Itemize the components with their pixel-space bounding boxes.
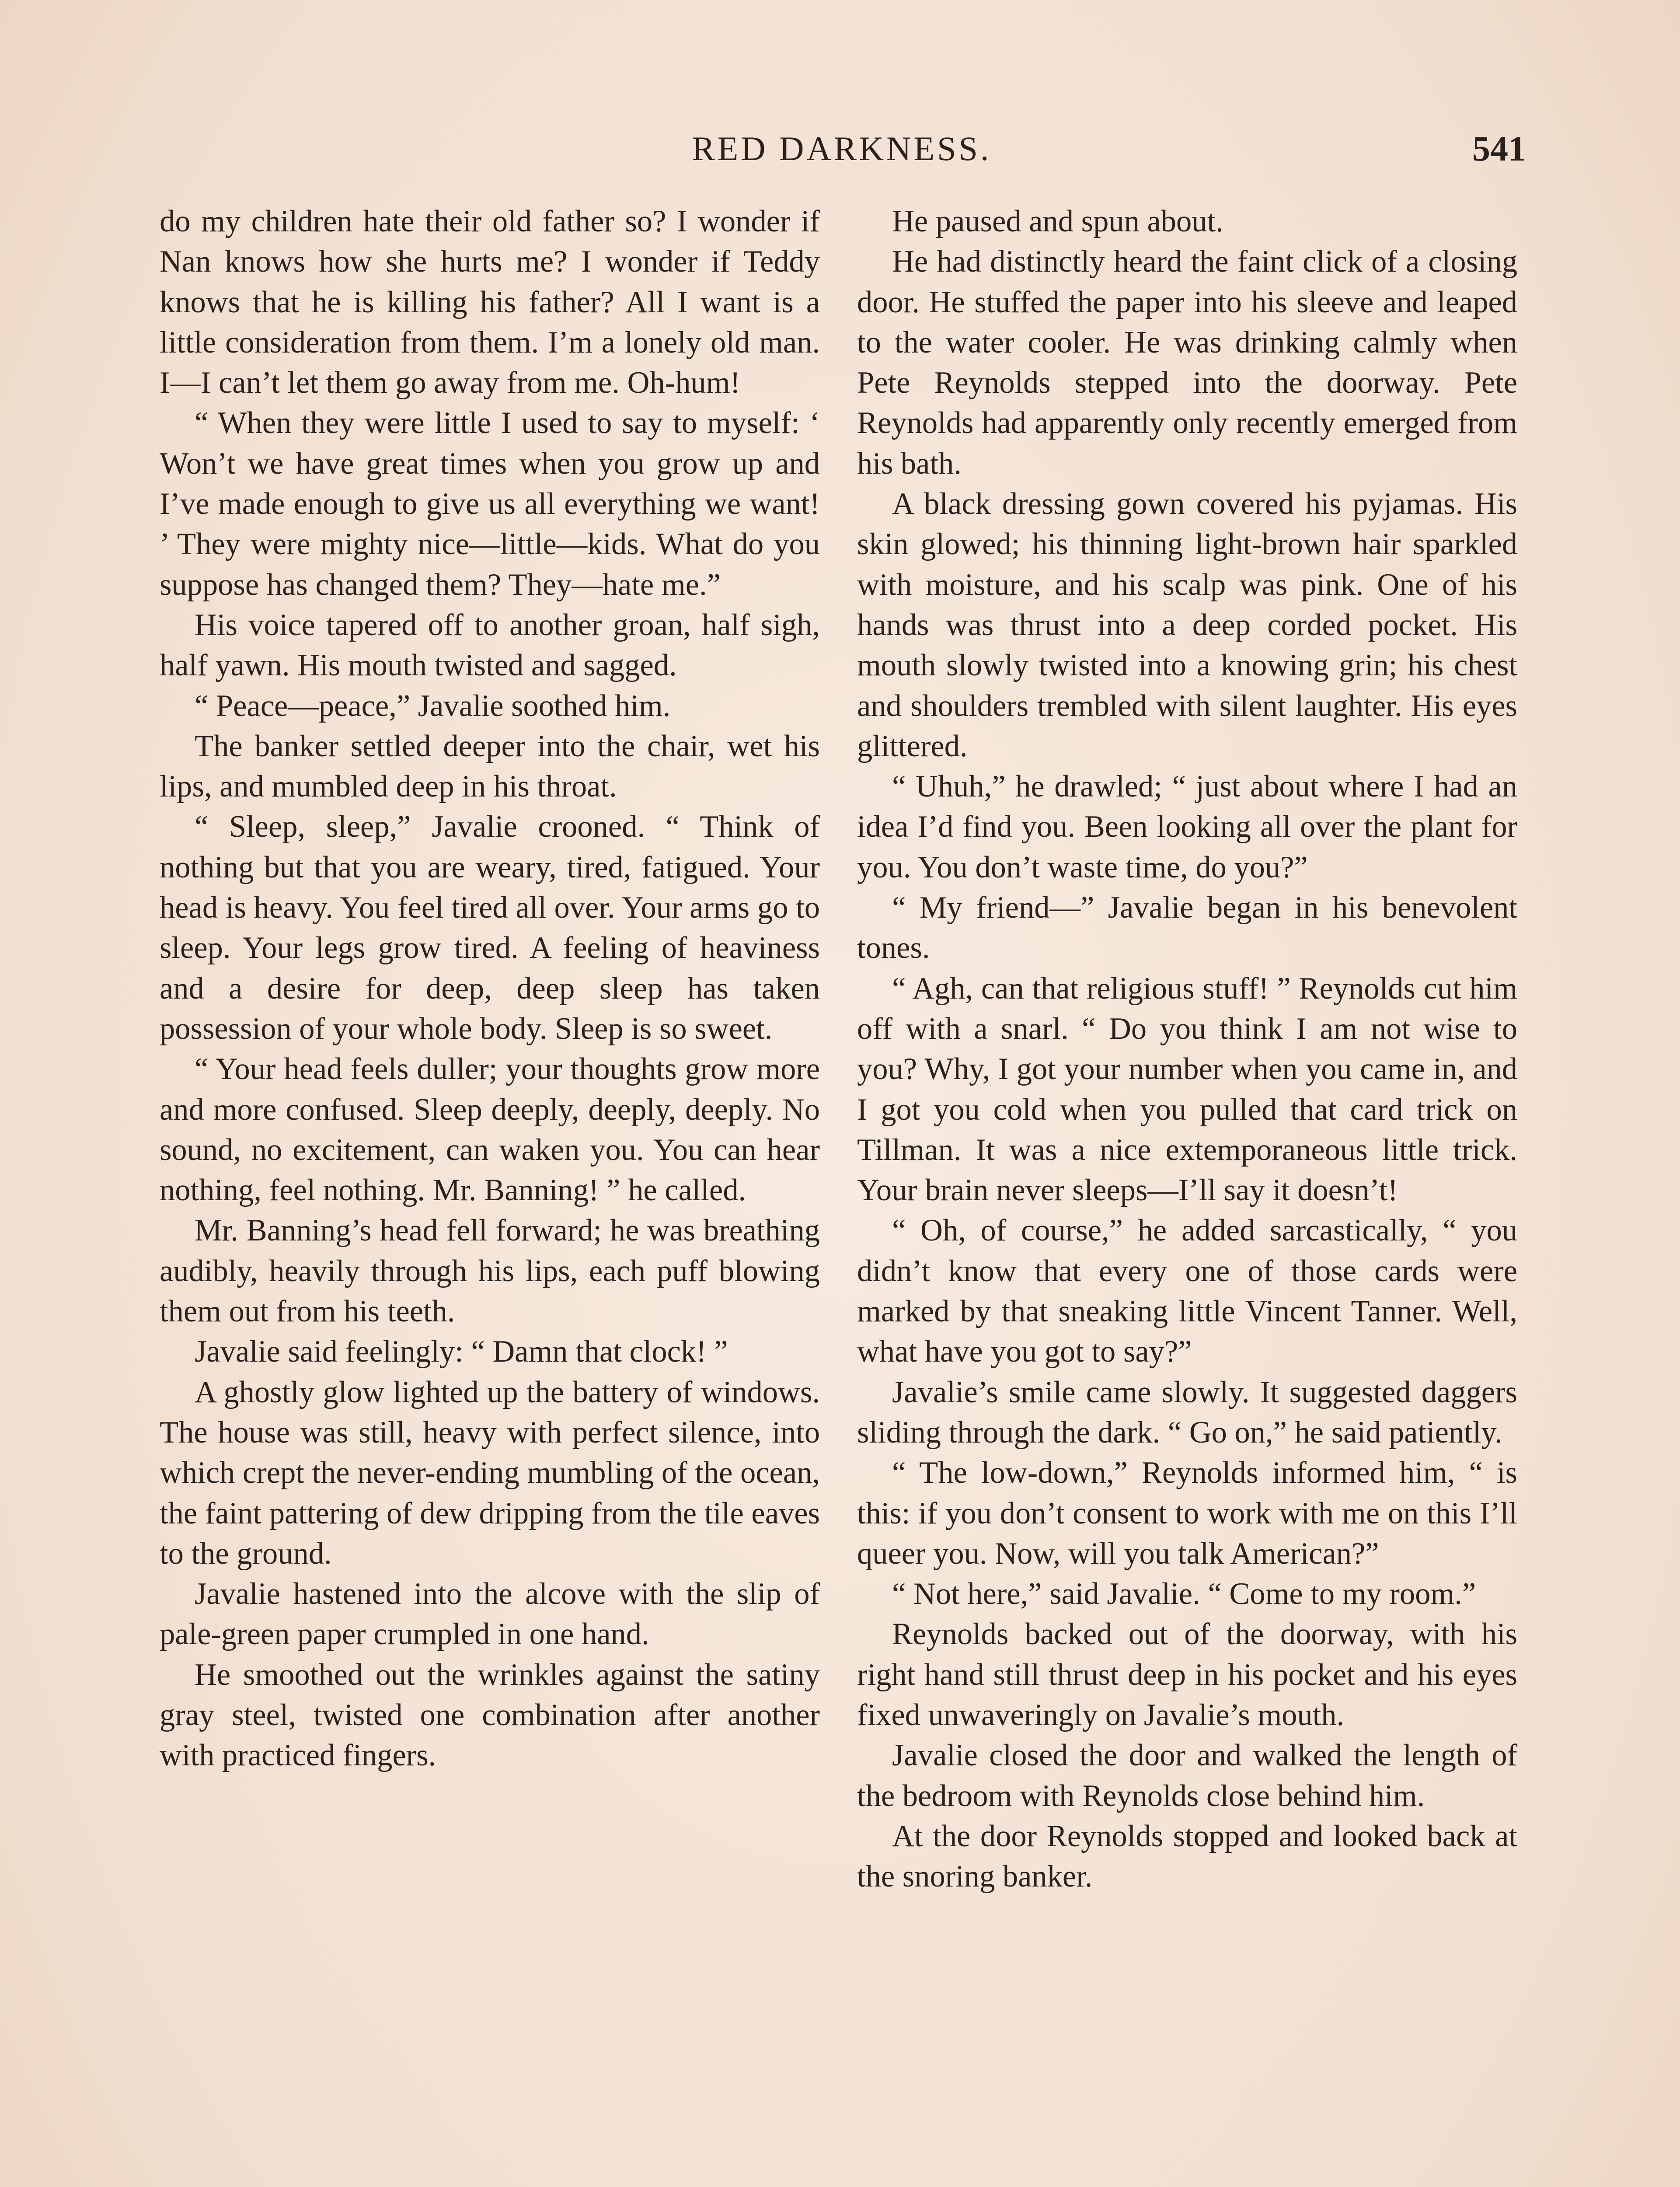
page-number: 541 <box>1472 129 1526 168</box>
paragraph: Javalie’s smile came slowly. It suggested daggers sliding through the dark. “ Go on,” he said patiently. <box>857 1375 1517 1450</box>
paragraph: “ Peace—peace,” Javalie soothed him. <box>195 688 671 723</box>
paragraph: Javalie hastened into the alcove with the slip of pale-green paper crumpled in one hand. <box>160 1577 820 1652</box>
paragraph: A black dressing gown covered his pyjamas. His skin glowed; his thinning light-brown hair sparkled with moisture, and his scalp was pink. One of his hands was thrust into a deep corded pocket. His mouth slowly twisted into a knowing grin; his chest and shoulders trembled with silent laughter. His eyes glittered. <box>857 487 1517 763</box>
paragraph: “ The low-down,” Reynolds informed him, “ is this: if you don’t consent to work with me on this I’ll queer you. Now, will you talk American?” <box>857 1456 1517 1571</box>
paragraph: He had distinctly heard the faint click of a closing door. He stuffed the paper into his sleeve and leaped to the water cooler. He was drinking calmly when Pete Reynolds stepped into the doorway. Pete Reynolds had apparently only recently emerged from his bath. <box>857 245 1517 481</box>
paragraph: The banker settled deeper into the chair, wet his lips, and mumbled deep in his throat. <box>160 729 820 804</box>
running-title: RED DARKNESS. <box>692 129 992 168</box>
paragraph: “ Uhuh,” he drawled; “ just about where I had an idea I’d find you. Been looking all over the plant for you. You don’t waste time, do you?” <box>857 769 1517 884</box>
paragraph: Javalie said feelingly: “ Damn that clock! ” <box>195 1335 728 1369</box>
paragraph: Reynolds backed out of the doorway, with his right hand still thrust deep in his pocket and his eyes fixed unwaveringly on Javalie’s mouth. <box>857 1617 1517 1732</box>
paragraph: “ Your head feels duller; your thoughts grow more and more confused. Sleep deeply, deeply, deeply. No sound, no excitement, can waken you. You can hear nothing, feel nothing. Mr. Banning! ” he called. <box>160 1052 820 1208</box>
paragraph: “ Sleep, sleep,” Javalie crooned. “ Think of nothing but that you are weary, tired, fatigued. Your head is heavy. You feel tired all over. Your arms go to sleep. Your legs grow tired. A feeling of heaviness and a desire for deep, deep sleep has taken possession of your whole body. Sleep is so sweet. <box>160 810 820 1046</box>
paragraph: His voice tapered off to another groan, half sigh, half yawn. His mouth twisted and sagged. <box>160 608 820 683</box>
paragraph: Mr. Banning’s head fell forward; he was breathing audibly, heavily through his lips, each puff blowing them out from his teeth. <box>160 1213 820 1329</box>
paragraph: “ Not here,” said Javalie. “ Come to my room.” <box>892 1577 1476 1611</box>
paragraph: A ghostly glow lighted up the battery of windows. The house was still, heavy with perfect silence, into which crept the never-ending mumbling of the ocean, the faint pattering of dew dripping from the tile eaves to the ground. <box>160 1375 820 1571</box>
paragraph: “ Agh, can that religious stuff! ” Reynolds cut him off with a snarl. “ Do you think I am not wise to you? Why, I got your number when you came in, and I got you cold when you pulled that card trick on Tillman. It was a nice extemporaneous little trick. Your brain never sleeps—I’ll say it doesn’t! <box>857 971 1517 1208</box>
page-header <box>157 125 1526 173</box>
right-column <box>857 201 1517 1897</box>
paragraph: do my children hate their old father so? I wonder if Nan knows how she hurts me? I wonder if Teddy knows that he is killing his father? All I want is a little consideration from them. I’m a lonely old man. I—I can’t let them go away from me. Oh-hum! <box>160 204 820 400</box>
paragraph: “ My friend—” Javalie began in his benevolent tones. <box>857 891 1517 965</box>
left-column <box>160 201 820 1776</box>
paragraph: At the door Reynolds stopped and looked back at the snoring banker. <box>857 1819 1517 1894</box>
paragraph: He smoothed out the wrinkles against the satiny gray steel, twisted one combination after another with practiced fingers. <box>160 1657 820 1773</box>
paragraph: Javalie closed the door and walked the length of the bedroom with Reynolds close behind him. <box>857 1738 1517 1813</box>
paragraph: “ Oh, of course,” he added sarcastically, “ you didn’t know that every one of those cards were marked by that sneaking little Vincent Tanner. Well, what have you got to say?” <box>857 1213 1517 1369</box>
paragraph: He paused and spun about. <box>892 204 1223 238</box>
paragraph: “ When they were little I used to say to myself: ‘ Won’t we have great times when you grow up and I’ve made enough to give us all everything we want! ’ They were mighty nice—little—kids. What do you suppose has changed them? They—hate me.” <box>160 406 820 602</box>
